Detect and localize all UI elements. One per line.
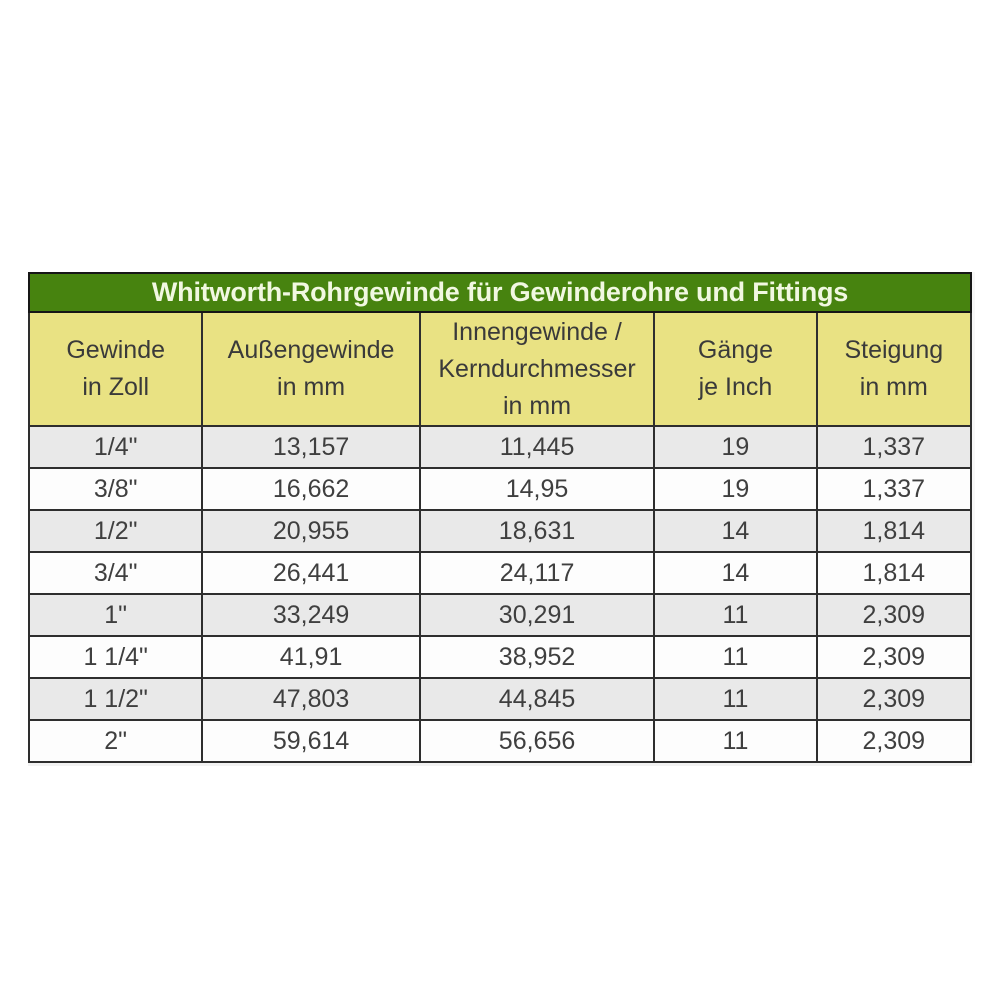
cell-steigung: 2,309 <box>817 678 971 720</box>
cell-gewinde-zoll: 1/2" <box>29 510 202 552</box>
header-line: je Inch <box>698 373 773 401</box>
cell-steigung: 1,814 <box>817 552 971 594</box>
header-line: in mm <box>503 391 572 420</box>
cell-innengewinde: 14,95 <box>420 468 654 510</box>
cell-innengewinde: 24,117 <box>420 552 654 594</box>
header-line: in mm <box>859 373 928 401</box>
cell-aussengewinde: 59,614 <box>202 720 419 762</box>
header-aussengewinde <box>202 312 419 426</box>
cell-aussengewinde: 16,662 <box>202 468 419 510</box>
cell-steigung: 2,309 <box>817 720 971 762</box>
cell-gewinde-zoll: 3/4" <box>29 552 202 594</box>
cell-gaenge: 11 <box>654 678 816 720</box>
cell-innengewinde: 56,656 <box>420 720 654 762</box>
cell-steigung: 1,337 <box>817 426 971 468</box>
cell-gewinde-zoll: 1 1/2" <box>29 678 202 720</box>
cell-innengewinde: 30,291 <box>420 594 654 636</box>
cell-gewinde-zoll: 1/4" <box>29 426 202 468</box>
table-row <box>29 720 971 762</box>
cell-gaenge: 11 <box>654 720 816 762</box>
table-title: Whitworth-Rohrgewinde für Gewinderohre und Fittings <box>29 273 971 312</box>
cell-gewinde-zoll: 1" <box>29 594 202 636</box>
header-steigung <box>817 312 971 426</box>
cell-gaenge: 11 <box>654 594 816 636</box>
header-line: Außengewinde <box>227 336 395 364</box>
cell-gaenge: 14 <box>654 552 816 594</box>
header-line: Gewinde <box>66 336 166 364</box>
cell-aussengewinde: 26,441 <box>202 552 419 594</box>
cell-gewinde-zoll: 1 1/4" <box>29 636 202 678</box>
header-gewinde-in-zoll <box>29 312 202 426</box>
cell-aussengewinde: 13,157 <box>202 426 419 468</box>
header-line: Innengewinde / <box>452 317 622 346</box>
cell-innengewinde: 44,845 <box>420 678 654 720</box>
table-row <box>29 552 971 594</box>
header-gaenge-je-inch <box>654 312 816 426</box>
table-row <box>29 636 971 678</box>
cell-innengewinde: 38,952 <box>420 636 654 678</box>
table-row <box>29 510 971 552</box>
header-line: Kerndurchmesser <box>438 354 636 383</box>
cell-gaenge: 14 <box>654 510 816 552</box>
cell-gewinde-zoll: 3/8" <box>29 468 202 510</box>
table-header-row <box>29 312 971 426</box>
cell-innengewinde: 11,445 <box>420 426 654 468</box>
whitworth-thread-table <box>28 272 972 763</box>
cell-gaenge: 19 <box>654 468 816 510</box>
header-line: in mm <box>277 373 346 401</box>
cell-innengewinde: 18,631 <box>420 510 654 552</box>
table-row <box>29 468 971 510</box>
cell-gaenge: 19 <box>654 426 816 468</box>
cell-steigung: 1,814 <box>817 510 971 552</box>
table-row <box>29 426 971 468</box>
table-row <box>29 678 971 720</box>
cell-steigung: 2,309 <box>817 594 971 636</box>
cell-steigung: 1,337 <box>817 468 971 510</box>
cell-gaenge: 11 <box>654 636 816 678</box>
header-line: Gänge <box>697 336 773 364</box>
cell-aussengewinde: 20,955 <box>202 510 419 552</box>
cell-gewinde-zoll: 2" <box>29 720 202 762</box>
header-line: Steigung <box>844 336 944 364</box>
cell-aussengewinde: 33,249 <box>202 594 419 636</box>
header-line: in Zoll <box>82 373 150 401</box>
table-title-row <box>29 273 971 312</box>
cell-aussengewinde: 41,91 <box>202 636 419 678</box>
header-innengewinde-kerndurchmesser <box>420 312 654 426</box>
cell-steigung: 2,309 <box>817 636 971 678</box>
table-row <box>29 594 971 636</box>
cell-aussengewinde: 47,803 <box>202 678 419 720</box>
